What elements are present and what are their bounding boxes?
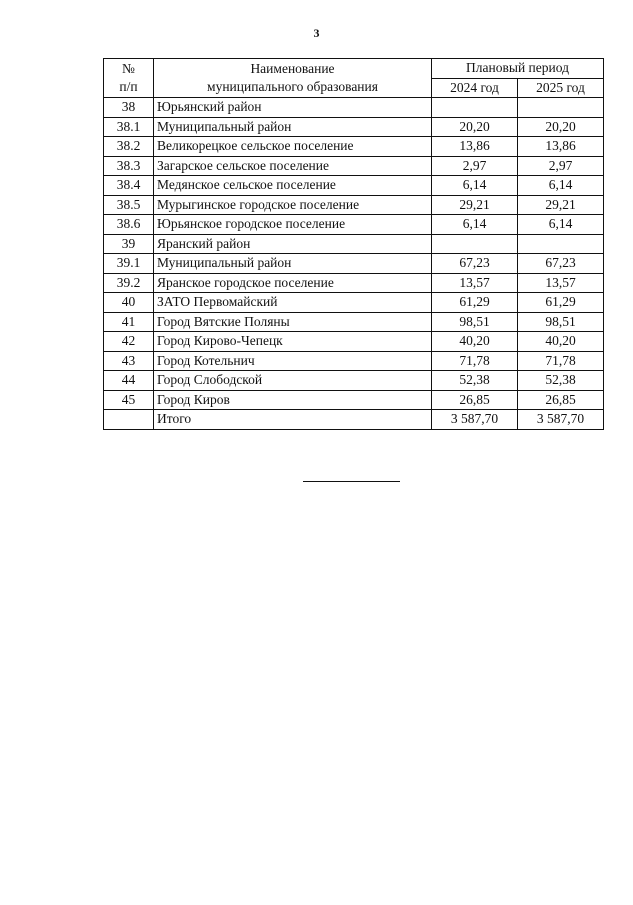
row-number: 38 [104,98,154,118]
row-number: 44 [104,371,154,391]
row-value-2024: 6,14 [432,176,518,196]
row-value-2024: 52,38 [432,371,518,391]
row-name: Муниципальный район [154,254,432,274]
row-value-2024 [432,234,518,254]
table-row [104,98,604,118]
row-value-2024: 61,29 [432,293,518,313]
table-row [104,371,604,391]
row-name: Загарское сельское поселение [154,156,432,176]
row-value-2025: 13,57 [518,273,604,293]
row-name: Юрьянское городское поселение [154,215,432,235]
row-value-2024 [432,98,518,118]
table-row [104,156,604,176]
row-name: Город Кирово-Чепецк [154,332,432,352]
row-value-2025: 67,23 [518,254,604,274]
signature-divider-line [303,481,400,482]
row-name: Мурыгинское городское поселение [154,195,432,215]
table-row [104,176,604,196]
header-name-line1: Наименование [250,61,335,76]
row-value-2024: 40,20 [432,332,518,352]
header-name [154,59,432,98]
row-value-2024: 71,78 [432,351,518,371]
row-name: Итого [154,410,432,430]
table-row [104,273,604,293]
row-value-2025: 6,14 [518,215,604,235]
table-row [104,390,604,410]
row-number [104,410,154,430]
row-value-2024: 29,21 [432,195,518,215]
row-name: Город Киров [154,390,432,410]
row-value-2025: 20,20 [518,117,604,137]
table-row [104,234,604,254]
table-row [104,293,604,313]
row-number: 38.1 [104,117,154,137]
row-number: 38.4 [104,176,154,196]
row-value-2025 [518,234,604,254]
row-value-2024: 13,86 [432,137,518,157]
row-value-2025: 61,29 [518,293,604,313]
row-name: Город Вятские Поляны [154,312,432,332]
row-value-2024: 6,14 [432,215,518,235]
header-period: Плановый период [432,59,604,79]
table-row [104,410,604,430]
row-value-2025: 2,97 [518,156,604,176]
row-value-2025: 98,51 [518,312,604,332]
row-value-2025: 29,21 [518,195,604,215]
row-name: Великорецкое сельское поселение [154,137,432,157]
header-number-line1: № [122,61,135,76]
row-number: 39.2 [104,273,154,293]
row-value-2025: 26,85 [518,390,604,410]
row-number: 41 [104,312,154,332]
row-number: 42 [104,332,154,352]
row-number: 40 [104,293,154,313]
row-name: Город Котельнич [154,351,432,371]
header-year-2025: 2025 год [518,78,604,98]
row-value-2024: 2,97 [432,156,518,176]
row-name: Город Слободской [154,371,432,391]
row-name: Юрьянский район [154,98,432,118]
row-name: Яранский район [154,234,432,254]
row-value-2025: 3 587,70 [518,410,604,430]
row-number: 39.1 [104,254,154,274]
table-row [104,137,604,157]
row-number: 38.2 [104,137,154,157]
row-name: Медянское сельское поселение [154,176,432,196]
table-row [104,117,604,137]
row-number: 43 [104,351,154,371]
row-value-2024: 67,23 [432,254,518,274]
table-row [104,351,604,371]
row-name: ЗАТО Первомайский [154,293,432,313]
row-number: 38.5 [104,195,154,215]
row-number: 39 [104,234,154,254]
row-value-2024: 26,85 [432,390,518,410]
header-year-2024: 2024 год [432,78,518,98]
table-row [104,332,604,352]
row-value-2025 [518,98,604,118]
row-value-2025: 40,20 [518,332,604,352]
row-value-2024: 98,51 [432,312,518,332]
row-number: 38.3 [104,156,154,176]
row-value-2024: 13,57 [432,273,518,293]
header-name-line2: муниципального образования [207,79,378,94]
table-row [104,215,604,235]
table-row [104,312,604,332]
row-number: 38.6 [104,215,154,235]
row-value-2025: 71,78 [518,351,604,371]
row-value-2025: 6,14 [518,176,604,196]
header-number-line2: п/п [119,79,138,94]
table-body [104,98,604,430]
budget-table [103,58,604,430]
header-number [104,59,154,98]
table-row [104,254,604,274]
table-row [104,195,604,215]
row-name: Яранское городское поселение [154,273,432,293]
page-number: 3 [313,26,320,40]
row-value-2024: 3 587,70 [432,410,518,430]
row-value-2024: 20,20 [432,117,518,137]
row-name: Муниципальный район [154,117,432,137]
row-number: 45 [104,390,154,410]
row-value-2025: 52,38 [518,371,604,391]
row-value-2025: 13,86 [518,137,604,157]
